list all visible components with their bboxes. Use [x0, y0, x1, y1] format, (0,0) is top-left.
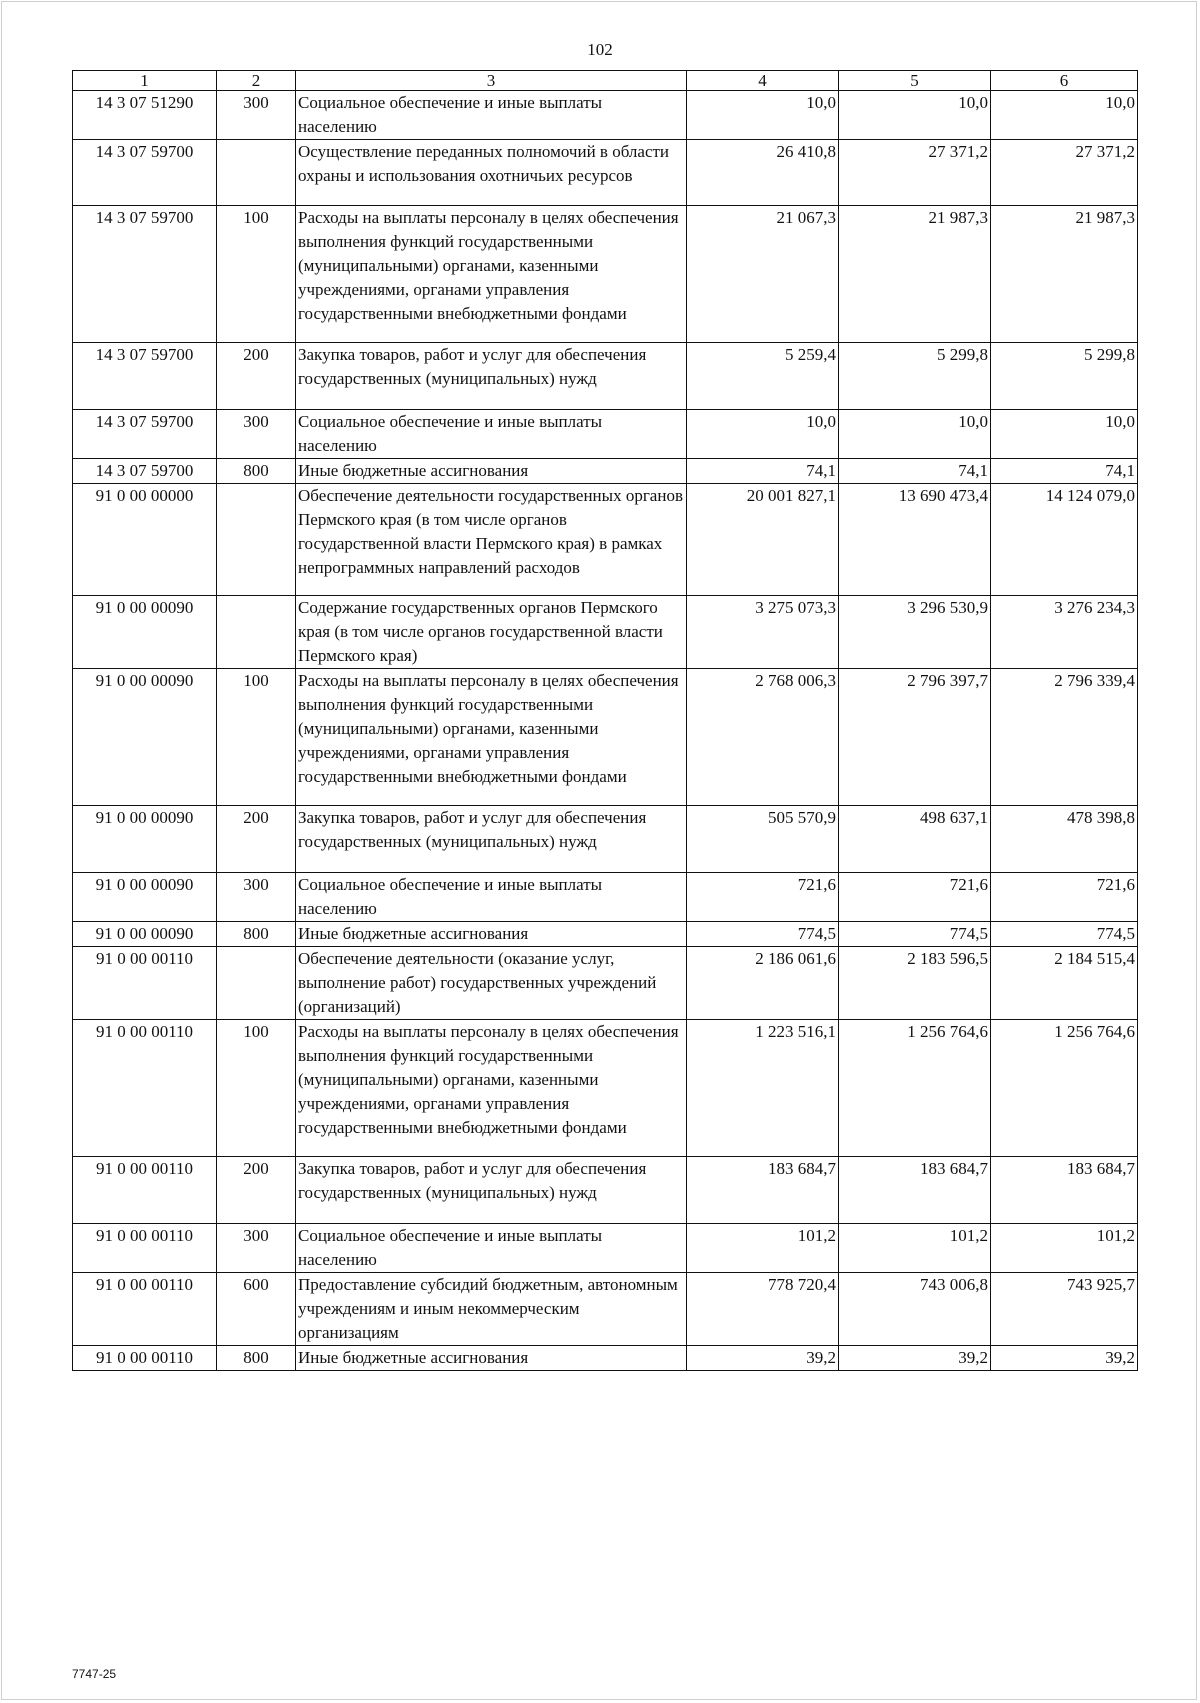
- document-code: 7747-25: [72, 1667, 117, 1681]
- row-value-col6: 721,6: [991, 873, 1138, 922]
- table-row: [73, 91, 1138, 140]
- table-row: [73, 922, 1138, 947]
- table-row: [73, 806, 1138, 873]
- row-value-col6: 2 796 339,4: [991, 669, 1138, 806]
- row-value-col4: 5 259,4: [687, 343, 839, 410]
- row-value-col6: 74,1: [991, 459, 1138, 484]
- table-row: [73, 596, 1138, 669]
- row-expense-type: 300: [217, 410, 296, 459]
- row-value-col4: 778 720,4: [687, 1273, 839, 1346]
- row-expense-type: 100: [217, 1020, 296, 1157]
- row-value-col5: 10,0: [839, 410, 991, 459]
- row-value-col6: 10,0: [991, 410, 1138, 459]
- column-header-4: 4: [687, 71, 839, 91]
- row-value-col5: 5 299,8: [839, 343, 991, 410]
- row-value-col6: 5 299,8: [991, 343, 1138, 410]
- row-name: Социальное обеспечение и иные выплаты населению: [296, 410, 687, 459]
- row-value-col5: 721,6: [839, 873, 991, 922]
- column-header-5: 5: [839, 71, 991, 91]
- table-row: [73, 1020, 1138, 1157]
- row-value-col6: 39,2: [991, 1346, 1138, 1371]
- column-header-1: 1: [73, 71, 217, 91]
- row-expense-type: 200: [217, 806, 296, 873]
- row-value-col4: 505 570,9: [687, 806, 839, 873]
- row-name: Закупка товаров, работ и услуг для обеспечения государственных (муниципальных) нужд: [296, 1157, 687, 1224]
- row-code: 14 3 07 59700: [73, 459, 217, 484]
- row-name: Социальное обеспечение и иные выплаты населению: [296, 1224, 687, 1273]
- row-code: 14 3 07 51290: [73, 91, 217, 140]
- row-value-col4: 2 186 061,6: [687, 947, 839, 1020]
- row-value-col6: 14 124 079,0: [991, 484, 1138, 596]
- row-name: Иные бюджетные ассигнования: [296, 459, 687, 484]
- row-name: Расходы на выплаты персоналу в целях обеспечения выполнения функций государственными (муниципальными) органами, казенными учреждениями, органами управления государственными внебюджетными фондами: [296, 669, 687, 806]
- row-code: 91 0 00 00090: [73, 806, 217, 873]
- row-value-col5: 10,0: [839, 91, 991, 140]
- row-code: 91 0 00 00110: [73, 1020, 217, 1157]
- row-expense-type: [217, 484, 296, 596]
- row-value-col4: 183 684,7: [687, 1157, 839, 1224]
- row-value-col6: 27 371,2: [991, 140, 1138, 206]
- row-value-col4: 2 768 006,3: [687, 669, 839, 806]
- row-code: 14 3 07 59700: [73, 140, 217, 206]
- row-value-col4: 21 067,3: [687, 206, 839, 343]
- row-expense-type: 300: [217, 1224, 296, 1273]
- row-code: 91 0 00 00110: [73, 1273, 217, 1346]
- row-expense-type: 200: [217, 1157, 296, 1224]
- row-value-col4: 101,2: [687, 1224, 839, 1273]
- row-expense-type: [217, 140, 296, 206]
- row-value-col6: 101,2: [991, 1224, 1138, 1273]
- row-value-col5: 1 256 764,6: [839, 1020, 991, 1157]
- row-value-col4: 74,1: [687, 459, 839, 484]
- row-name: Обеспечение деятельности государственных органов Пермского края (в том числе органов государственной власти Пермского края) в рамках непрограммных направлений расходов: [296, 484, 687, 596]
- row-name: Иные бюджетные ассигнования: [296, 1346, 687, 1371]
- row-expense-type: 200: [217, 343, 296, 410]
- table-row: [73, 459, 1138, 484]
- row-value-col4: 774,5: [687, 922, 839, 947]
- header-row: [73, 71, 1138, 91]
- row-value-col5: 74,1: [839, 459, 991, 484]
- row-name: Расходы на выплаты персоналу в целях обеспечения выполнения функций государственными (муниципальными) органами, казенными учреждениями, органами управления государственными внебюджетными фондами: [296, 206, 687, 343]
- row-name: Закупка товаров, работ и услуг для обеспечения государственных (муниципальных) нужд: [296, 806, 687, 873]
- row-value-col6: 10,0: [991, 91, 1138, 140]
- row-value-col6: 774,5: [991, 922, 1138, 947]
- row-name: Социальное обеспечение и иные выплаты населению: [296, 873, 687, 922]
- row-value-col4: 39,2: [687, 1346, 839, 1371]
- row-name: Расходы на выплаты персоналу в целях обеспечения выполнения функций государственными (муниципальными) органами, казенными учреждениями, органами управления государственными внебюджетными фондами: [296, 1020, 687, 1157]
- row-code: 91 0 00 00110: [73, 947, 217, 1020]
- budget-table: [72, 70, 1138, 1371]
- row-value-col5: 27 371,2: [839, 140, 991, 206]
- row-value-col5: 2 796 397,7: [839, 669, 991, 806]
- table-header: [73, 71, 1138, 91]
- row-code: 14 3 07 59700: [73, 206, 217, 343]
- row-code: 91 0 00 00000: [73, 484, 217, 596]
- row-code: 91 0 00 00090: [73, 873, 217, 922]
- row-value-col6: 1 256 764,6: [991, 1020, 1138, 1157]
- table-row: [73, 1346, 1138, 1371]
- row-value-col4: 3 275 073,3: [687, 596, 839, 669]
- row-value-col4: 26 410,8: [687, 140, 839, 206]
- row-name: Закупка товаров, работ и услуг для обеспечения государственных (муниципальных) нужд: [296, 343, 687, 410]
- row-value-col5: 3 296 530,9: [839, 596, 991, 669]
- row-expense-type: 100: [217, 669, 296, 806]
- row-value-col6: 21 987,3: [991, 206, 1138, 343]
- row-expense-type: 300: [217, 873, 296, 922]
- row-value-col6: 743 925,7: [991, 1273, 1138, 1346]
- table-body: [73, 91, 1138, 1371]
- column-header-2: 2: [217, 71, 296, 91]
- table-row: [73, 343, 1138, 410]
- row-value-col4: 20 001 827,1: [687, 484, 839, 596]
- row-value-col5: 498 637,1: [839, 806, 991, 873]
- row-name: Содержание государственных органов Пермского края (в том числе органов государственной власти Пермского края): [296, 596, 687, 669]
- row-value-col6: 478 398,8: [991, 806, 1138, 873]
- table-row: [73, 484, 1138, 596]
- row-code: 14 3 07 59700: [73, 343, 217, 410]
- row-value-col5: 101,2: [839, 1224, 991, 1273]
- row-expense-type: 600: [217, 1273, 296, 1346]
- row-value-col5: 13 690 473,4: [839, 484, 991, 596]
- table-row: [73, 1224, 1138, 1273]
- row-value-col5: 774,5: [839, 922, 991, 947]
- row-code: 91 0 00 00090: [73, 922, 217, 947]
- column-header-3: 3: [296, 71, 687, 91]
- row-name: Иные бюджетные ассигнования: [296, 922, 687, 947]
- row-value-col4: 10,0: [687, 91, 839, 140]
- row-value-col4: 1 223 516,1: [687, 1020, 839, 1157]
- row-expense-type: 300: [217, 91, 296, 140]
- row-code: 91 0 00 00110: [73, 1346, 217, 1371]
- row-name: Социальное обеспечение и иные выплаты населению: [296, 91, 687, 140]
- table-row: [73, 1273, 1138, 1346]
- row-value-col6: 3 276 234,3: [991, 596, 1138, 669]
- row-name: Обеспечение деятельности (оказание услуг, выполнение работ) государственных учреждений (организаций): [296, 947, 687, 1020]
- table-row: [73, 1157, 1138, 1224]
- row-value-col6: 183 684,7: [991, 1157, 1138, 1224]
- table-row: [73, 873, 1138, 922]
- row-value-col5: 743 006,8: [839, 1273, 991, 1346]
- row-value-col6: 2 184 515,4: [991, 947, 1138, 1020]
- row-value-col5: 21 987,3: [839, 206, 991, 343]
- row-value-col4: 10,0: [687, 410, 839, 459]
- row-value-col5: 183 684,7: [839, 1157, 991, 1224]
- row-expense-type: [217, 596, 296, 669]
- row-code: 91 0 00 00110: [73, 1224, 217, 1273]
- page-number: 102: [587, 40, 613, 59]
- row-code: 14 3 07 59700: [73, 410, 217, 459]
- row-expense-type: [217, 947, 296, 1020]
- row-name: Предоставление субсидий бюджетным, автономным учреждениям и иным некоммерческим организациям: [296, 1273, 687, 1346]
- row-value-col5: 39,2: [839, 1346, 991, 1371]
- row-code: 91 0 00 00090: [73, 596, 217, 669]
- table-row: [73, 410, 1138, 459]
- column-header-6: 6: [991, 71, 1138, 91]
- row-value-col5: 2 183 596,5: [839, 947, 991, 1020]
- row-name: Осуществление переданных полномочий в области охраны и использования охотничьих ресурсов: [296, 140, 687, 206]
- table-row: [73, 669, 1138, 806]
- row-expense-type: 800: [217, 1346, 296, 1371]
- row-expense-type: 800: [217, 459, 296, 484]
- row-code: 91 0 00 00090: [73, 669, 217, 806]
- table-row: [73, 140, 1138, 206]
- row-expense-type: 100: [217, 206, 296, 343]
- row-value-col4: 721,6: [687, 873, 839, 922]
- row-code: 91 0 00 00110: [73, 1157, 217, 1224]
- row-expense-type: 800: [217, 922, 296, 947]
- table-row: [73, 947, 1138, 1020]
- table-row: [73, 206, 1138, 343]
